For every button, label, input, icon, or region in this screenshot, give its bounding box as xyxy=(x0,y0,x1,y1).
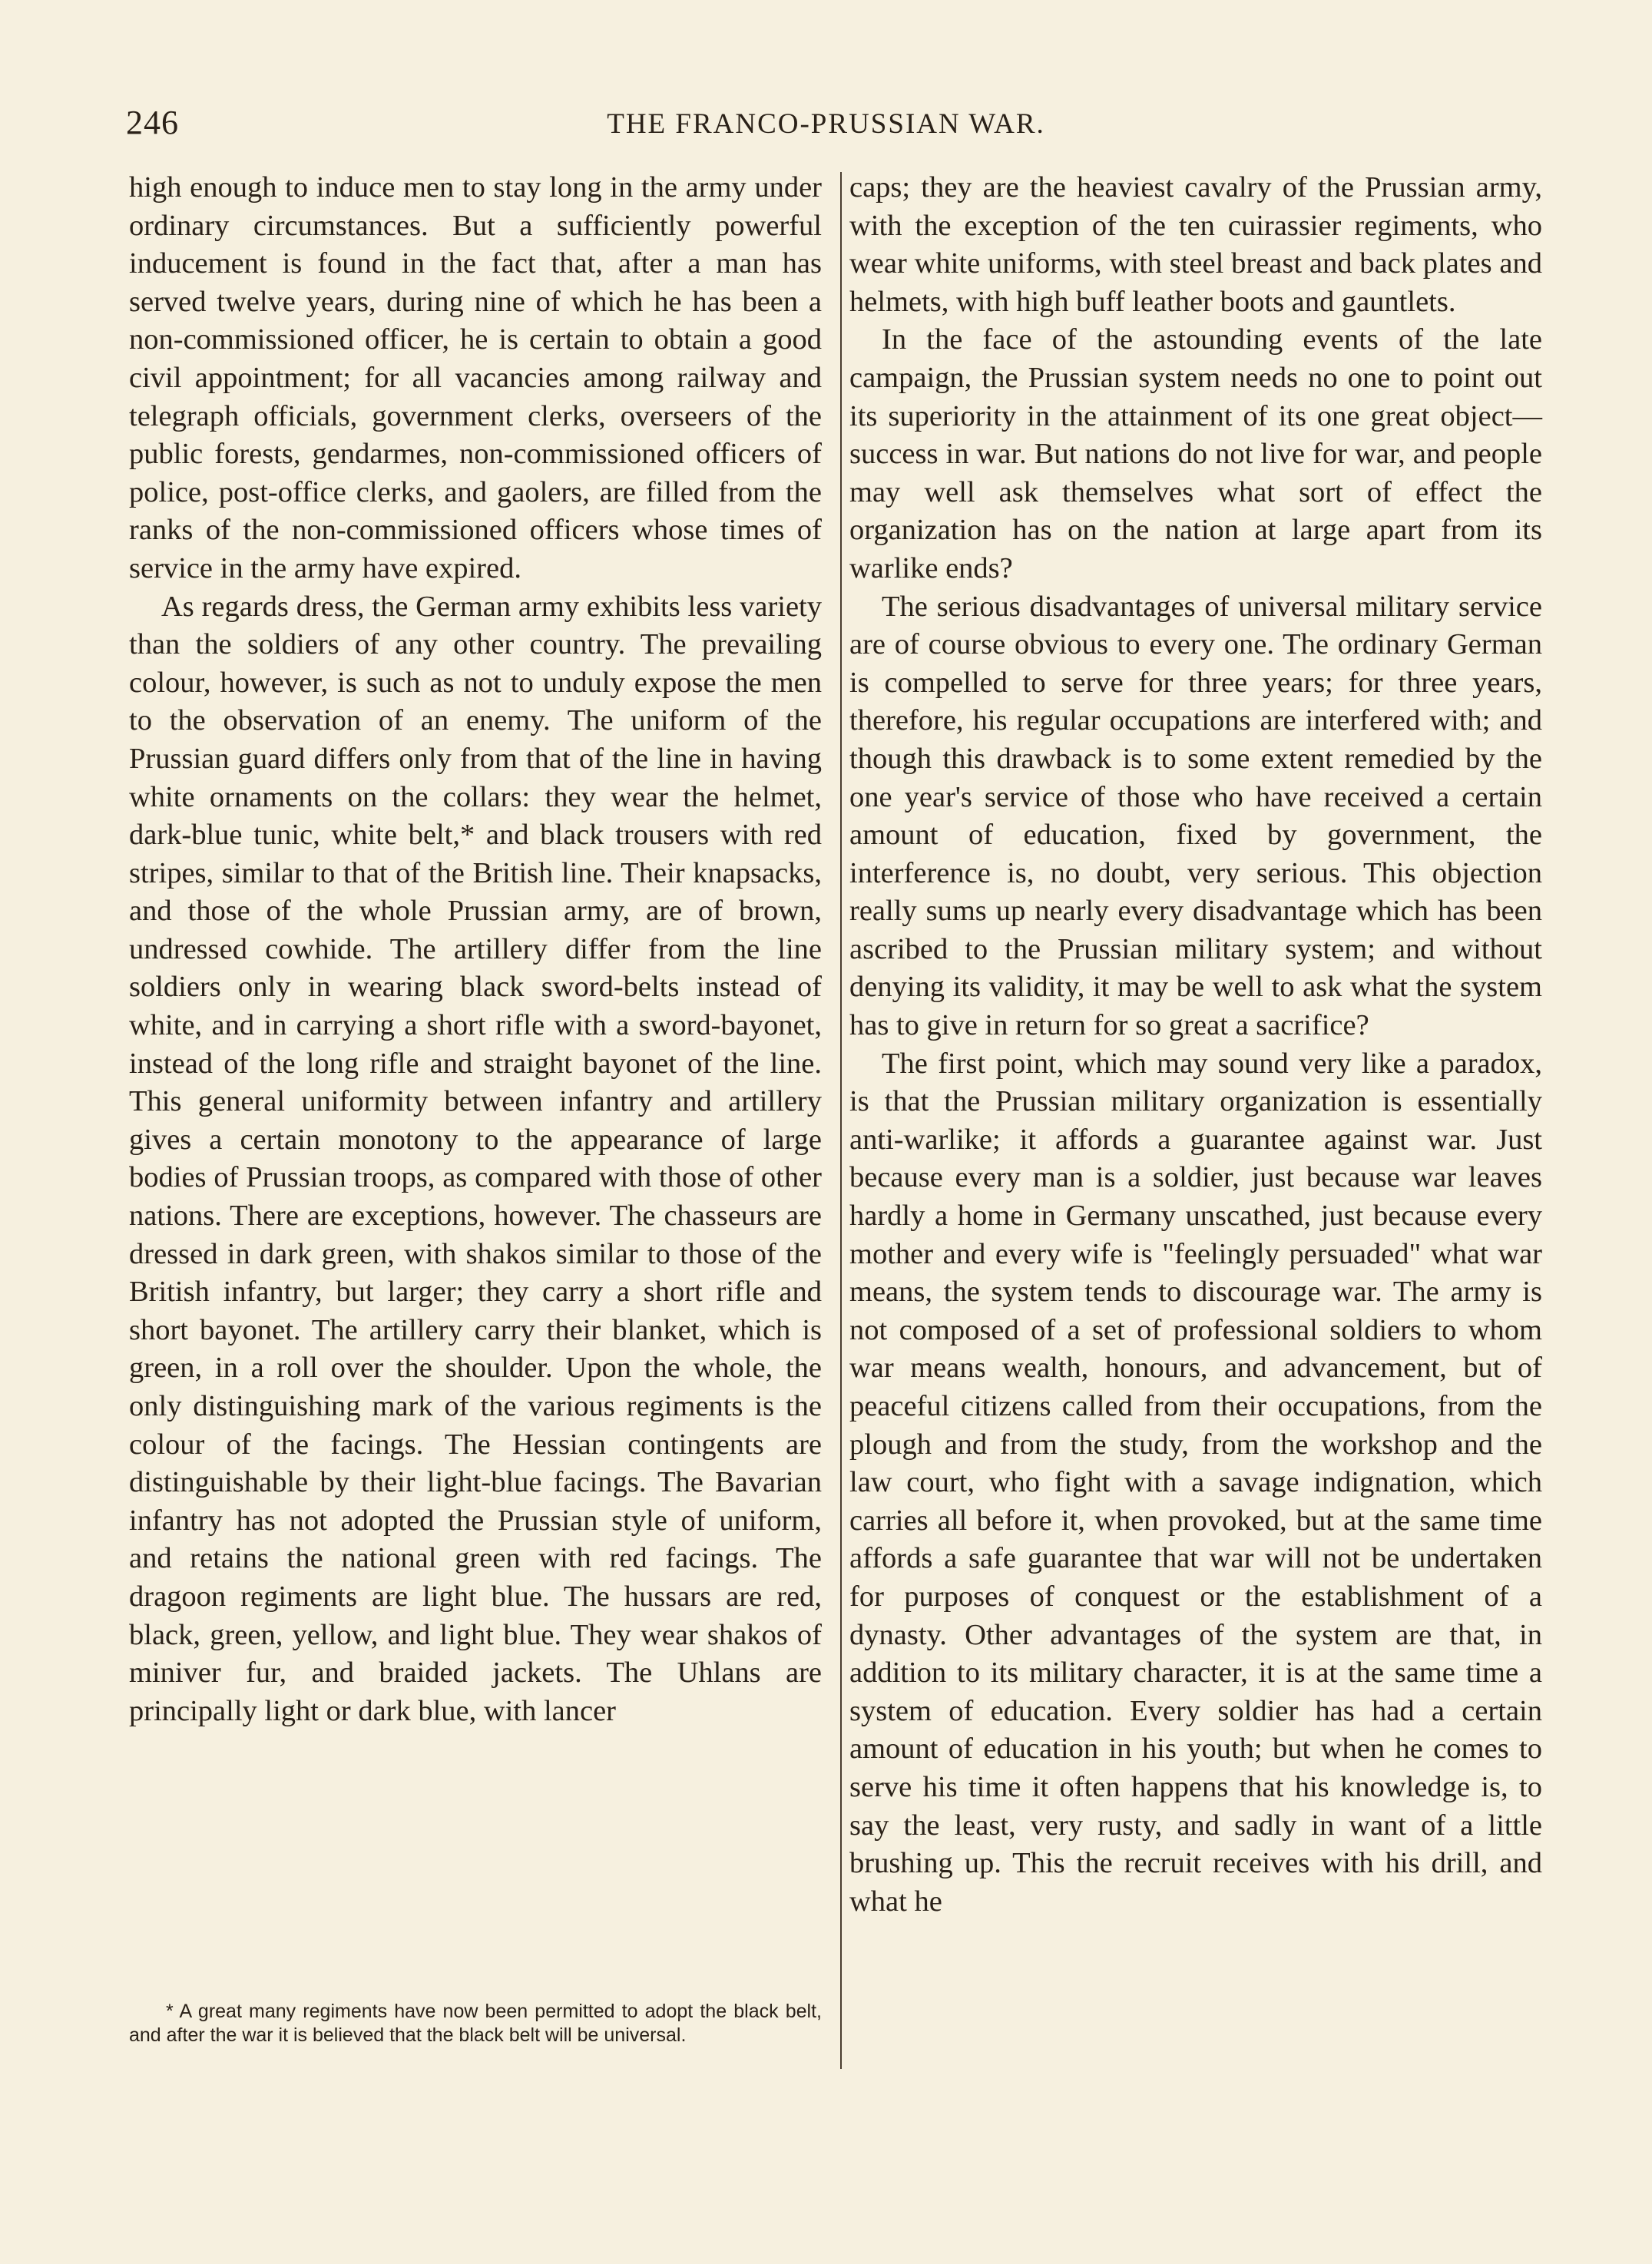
column-divider xyxy=(840,172,842,2069)
paragraph: caps; they are the heaviest cavalry of the Prussian army, with the exception of the ten cuirassier regiments, who wear white uniforms, with steel breast and back plates and helmets, with high buff leather boots and gauntlets. xyxy=(849,171,1542,318)
right-column xyxy=(849,169,1542,1921)
paragraph: The serious disadvantages of universal military service are of course obvious to every one. The ordinary German is compelled to serve for three years; for three years, therefore, his regular occupations are interfered with; and though this drawback is to some extent remedied by the one year's service of those who have received a certain amount of education, fixed by government, the interference is, no doubt, very serious. This objection really sums up nearly every disadvantage which has been ascribed to the Prussian military system; and without denying its validity, it may be well to ask what the system has to give in return for so great a sacrifice? xyxy=(849,590,1542,1042)
left-column xyxy=(129,169,822,1730)
paragraph: As regards dress, the German army exhibits less variety than the soldiers of any other country. The prevailing colour, however, is such as not to unduly expose the men to the observation of an enemy. The uniform of the Prussian guard differs only from that of the line in having white ornaments on the collars: they wear the helmet, dark-blue tunic, white belt,* and black trousers with red stripes, similar to that of the British line. Their knapsacks, and those of the whole Prussian army, are of brown, undressed cowhide. The artillery differ from the line soldiers only in wearing black sword-belts instead of white, and in carrying a short rifle with a sword-bayonet, instead of the long rifle and straight bayonet of the line. This general uniformity between infantry and artillery gives a certain monotony to the appearance of large bodies of Prussian troops, as compared with those of other nations. There are exceptions, however. The chasseurs are dressed in dark green, with shakos similar to those of the British infantry, but larger; they carry a short rifle and short bayonet. The artillery carry their blanket, which is green, in a roll over the shoulder. Upon the whole, the only distinguishing mark of the various regiments is the colour of the facings. The Hessian contingents are distinguishable by their light-blue facings. The Bavarian infantry has not adopted the Prussian style of uniform, and retains the national green with red facings. The dragoon regiments are light blue. The hussars are red, black, green, yellow, and light blue. They wear shakos of miniver fur, and braided jackets. The Uhlans are principally light or dark blue, with lancer xyxy=(129,590,822,1727)
paragraph: In the face of the astounding events of the late campaign, the Prussian system needs no one to point out its superiority in the attainment of its one great object—success in war. But nations do not live for war, and people may well ask themselves what sort of effect the organization has on the nation at large apart from its warlike ends? xyxy=(849,323,1542,584)
running-title: THE FRANCO-PRUSSIAN WAR. xyxy=(607,108,1045,140)
footnote: * A great many regiments have now been permitted to adopt the black belt, and after the war it is believed that the black belt will be universal. xyxy=(129,2001,822,2046)
paragraph: high enough to induce men to stay long in the army under ordinary circumstances. But a sufficiently powerful inducement is found in the fact that, after a man has served twelve years, during nine of which he has been a non-commissioned officer, he is certain to obtain a good civil appointment; for all vacancies among railway and telegraph officials, government clerks, overseers of the public forests, gendarmes, non-commissioned officers of police, post-office clerks, and gaolers, are filled from the ranks of the non-commissioned officers whose times of service in the army have expired. xyxy=(129,171,822,584)
page-number: 246 xyxy=(126,104,179,141)
paragraph: The first point, which may sound very like a paradox, is that the Prussian military organization is essentially anti-warlike; it affords a guarantee against war. Just because every man is a soldier, just because war leaves hardly a home in Germany unscathed, just because every mother and every wife is "feelingly persuaded" what war means, the system tends to discourage war. The army is not composed of a set of professional soldiers to whom war means wealth, honours, and advancement, but of peaceful citizens called from their occupations, from the plough and from the study, from the workshop and the law court, who fight with a savage indignation, which carries all before it, when provoked, but at the same time affords a safe guarantee that war will not be undertaken for purposes of conquest or the establishment of a dynasty. Other advantages of the system are that, in addition to its military character, it is at the same time a system of education. Every soldier has had a certain amount of education in his youth; but when he comes to serve his time it often happens that his knowledge is, to say the least, very rusty, and sadly in want of a little brushing up. This the recruit receives with his drill, and what he xyxy=(849,1047,1542,1918)
